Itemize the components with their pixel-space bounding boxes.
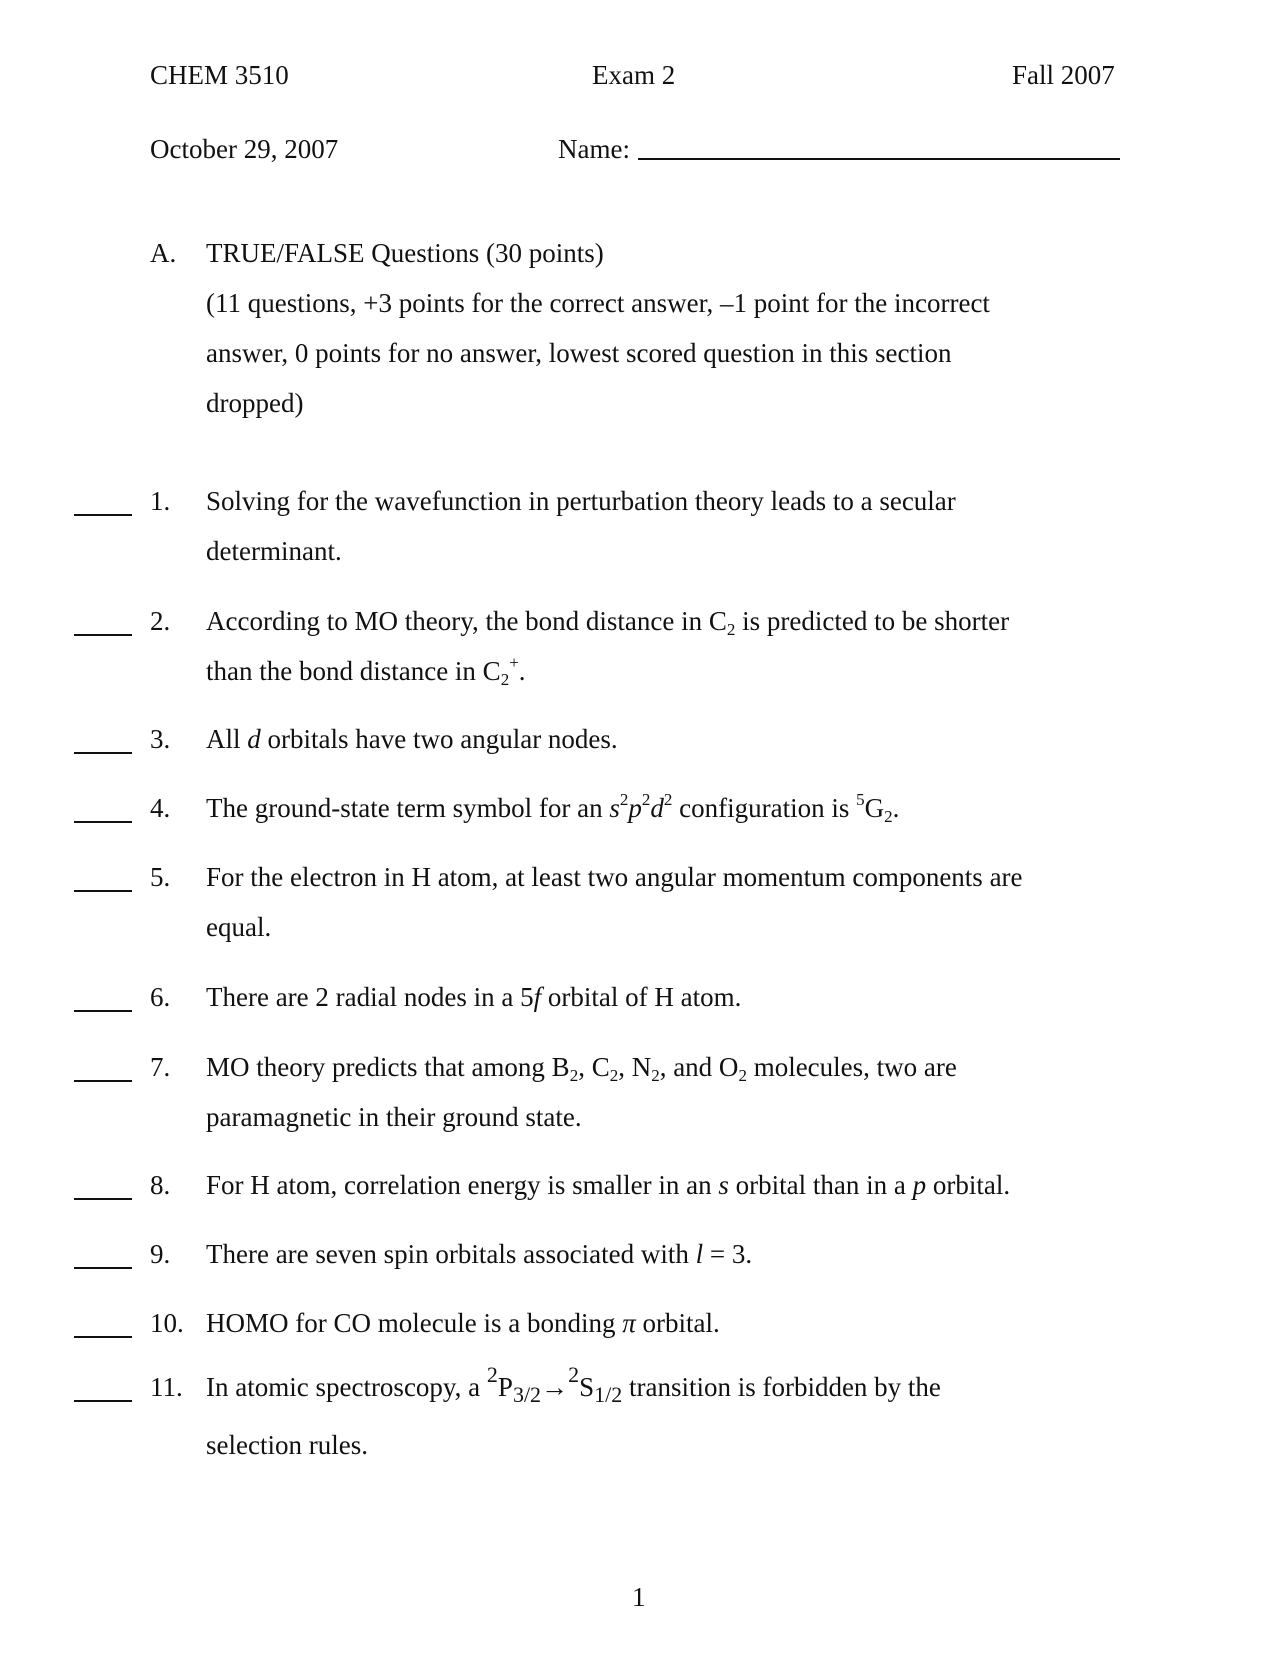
course-code: CHEM 3510 — [150, 60, 289, 90]
question-number: 3. — [150, 724, 171, 754]
question-number: 1. — [150, 486, 171, 516]
question-text: For H atom, correlation energy is smaller in an s orbital than in a p orbital. — [206, 1170, 1011, 1200]
question-text: There are 2 radial nodes in a 5f orbital of H atom. — [206, 982, 742, 1012]
answer-blank[interactable] — [74, 1010, 132, 1012]
question-text: paramagnetic in their ground state. — [206, 1102, 582, 1132]
question-text: In atomic spectroscopy, a $^2P_{3/2}\to^2S_{1/2}$ transition is forbidden by the — [206, 1362, 941, 1407]
question-number: 11. — [150, 1372, 183, 1402]
question-text: The ground-state term symbol for an $s^2p^2d^2$ configuration is $^5G_2$. — [206, 790, 900, 826]
page-number: 1 — [632, 1582, 646, 1612]
name-label: Name: — [558, 134, 630, 164]
question-number: 5. — [150, 862, 171, 892]
instructions-line-3: dropped) — [206, 388, 304, 418]
question-text: equal. — [206, 912, 272, 942]
answer-blank[interactable] — [74, 1080, 132, 1082]
question-text: HOMO for CO molecule is a bonding π orbital. — [206, 1308, 720, 1338]
exam-title: Exam 2 — [592, 60, 676, 90]
question-text: All d orbitals have two angular nodes. — [206, 724, 618, 754]
question-text: There are seven spin orbitals associated with l = 3. — [206, 1239, 753, 1269]
name-blank-line[interactable] — [638, 157, 1120, 160]
answer-blank[interactable] — [74, 634, 132, 636]
question-text: Solving for the wavefunction in perturbation theory leads to a secular — [206, 486, 956, 516]
question-number: 9. — [150, 1239, 171, 1269]
question-number: 4. — [150, 793, 171, 823]
question-text: For the electron in H atom, at least two angular momentum components are — [206, 862, 1023, 892]
instructions-line-1: (11 questions, +3 points for the correct answer, –1 point for the incorrect — [206, 288, 990, 318]
section-letter: A. — [150, 238, 177, 268]
answer-blank[interactable] — [74, 890, 132, 892]
question-text: selection rules. — [206, 1430, 368, 1460]
question-text: MO theory predicts that among $B_2$, $C_2$, $N_2$, and $O_2$ molecules, two are — [206, 1052, 957, 1085]
term: Fall 2007 — [1012, 60, 1115, 90]
section-title: TRUE/FALSE Questions (30 points) — [206, 238, 604, 268]
question-text: determinant. — [206, 536, 342, 566]
answer-blank[interactable] — [74, 1400, 132, 1402]
question-number: 6. — [150, 982, 171, 1012]
answer-blank[interactable] — [74, 752, 132, 754]
answer-blank[interactable] — [74, 1198, 132, 1200]
answer-blank[interactable] — [74, 1336, 132, 1338]
question-number: 8. — [150, 1170, 171, 1200]
answer-blank[interactable] — [74, 1267, 132, 1269]
instructions-line-2: answer, 0 points for no answer, lowest scored question in this section — [206, 338, 952, 368]
name-field[interactable] — [558, 134, 1120, 165]
exam-date: October 29, 2007 — [150, 134, 339, 164]
question-number: 7. — [150, 1052, 171, 1082]
answer-blank[interactable] — [74, 514, 132, 516]
question-text: According to MO theory, the bond distance in $C_2$ is predicted to be shorter — [206, 606, 1010, 639]
question-text: than the bond distance in $C_2^+$. — [206, 653, 526, 689]
question-number: 10. — [150, 1308, 184, 1338]
question-number: 2. — [150, 606, 171, 636]
answer-blank[interactable] — [74, 821, 132, 823]
